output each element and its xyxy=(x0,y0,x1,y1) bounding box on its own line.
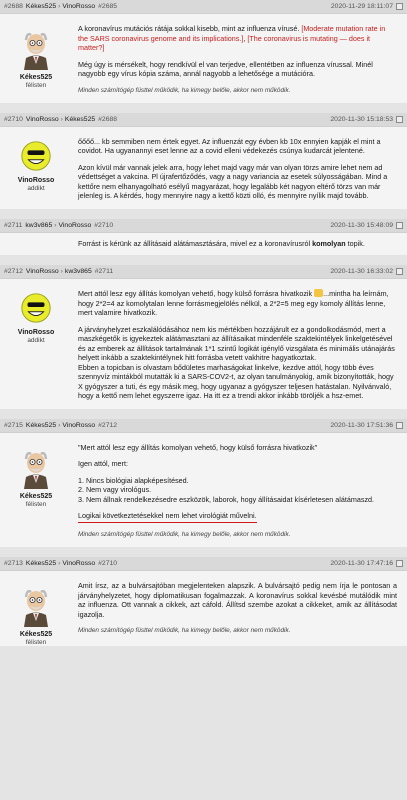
user-rank: addikt xyxy=(27,184,45,192)
reply-to-link[interactable]: Kékes525 xyxy=(64,115,96,123)
user-panel xyxy=(0,233,72,256)
forum-post xyxy=(0,0,407,103)
professor-avatar-icon[interactable] xyxy=(18,583,54,627)
user-panel xyxy=(0,14,72,103)
source-link[interactable]: [The coronavirus is mutating — does it matter?] xyxy=(78,33,371,52)
user-rank: addikt xyxy=(27,337,45,345)
select-checkbox[interactable] xyxy=(396,268,403,275)
user-panel xyxy=(0,279,72,409)
select-checkbox[interactable] xyxy=(396,116,403,123)
post-number-link[interactable]: #2710 xyxy=(4,115,23,123)
reply-arrow-icon: › xyxy=(58,421,61,429)
post-text: Azon kívül már vannak jelek arra, hogy lehet majd vagy már van olyan törzs amire lehet nem ad védettséget a vakcina. Pl újrafertőződés, vagy a nagy variancia az esetek súlyosságában. Mind a kettőre nem elhanyagolható esélyű magyarázat, hogy legalább két nagyon eltérő törzs van már jelenleg is. A kérdés, hogy mennyire nagy a kettő közti olló, és mennyire nyílik majd tovább. xyxy=(78,162,388,201)
post-text: Ebben a topicban is olvastam bődületes marhaságokat linkelve, kezdve attól, hogy több éves szennyvíz mintákból mutatták ki a SARS-COV2-t, az olyan tanulmányokig, amik bizonyították, hogy X gyógyszer a tuti, és egy másik meg, hogy ugyanaz a gyógyszer teljesen hatástalan. Nyilvánvaló, hogy a kettő nem lehet egyszerre igaz. Ha itt ez a trendi akkor inkább töröljék a hsz-emet. xyxy=(78,362,394,401)
post-time: 2020-11-30 15:48:09 xyxy=(330,221,393,229)
select-checkbox[interactable] xyxy=(396,422,403,429)
smiley-avatar-icon[interactable] xyxy=(19,139,53,173)
post-content xyxy=(72,433,407,547)
reply-arrow-icon: › xyxy=(58,560,61,568)
reply-ref-link[interactable]: #2688 xyxy=(98,115,118,123)
smiley-avatar-icon[interactable] xyxy=(19,291,53,325)
facepalm-emoji-icon xyxy=(314,289,323,297)
user-name[interactable]: VinoRosso xyxy=(17,176,55,184)
reply-ref-link[interactable]: #2710 xyxy=(98,560,118,568)
post-text: Amit írsz, az a bulvársajtóban megjelenteken alapszik. A bulvársajtó pedig nem írja le pontosan a járványhelyzetet, hogy diplomatikusan fogalmazzak. A koronavírus sokkal kevésbé mutálódik mint az influenza. Ott vannak a cikkek, azt cáfold. Állítsd szembe azokat a cikkeket, amik az állításodat igazolja. xyxy=(78,581,397,619)
post-header xyxy=(0,419,407,433)
forum-post xyxy=(0,419,407,547)
list-item: 1. Nincs biológiai alapképesítésed. xyxy=(78,475,189,485)
post-content xyxy=(72,571,407,646)
author-link[interactable]: Kékes525 xyxy=(25,3,57,10)
author-link[interactable]: VinoRosso xyxy=(25,115,59,123)
reply-to-link[interactable]: kw3v865 xyxy=(64,268,92,276)
post-content xyxy=(72,14,407,103)
post-time: 2020-11-30 17:51:36 xyxy=(330,421,393,429)
select-checkbox[interactable] xyxy=(396,560,403,567)
post-header xyxy=(0,0,407,14)
post-time: 2020-11-30 16:33:02 xyxy=(330,268,393,276)
list-item: 2. Nem vagy virológus. xyxy=(78,485,152,495)
post-time: 2020-11-30 15:18:53 xyxy=(330,115,393,123)
post-text: őőőő... kb semmiben nem értek egyet. Az influenzát egy évben kb 10x ennyien kapják el mint a covidot. Ha ugyanannyi eset lenne az a covid elleni védekezés csúnya kudarcát jelentené. xyxy=(78,136,381,156)
post-number-link[interactable]: #2712 xyxy=(4,268,23,276)
post-header xyxy=(0,557,407,571)
post-time: 2020-11-29 18:11:07 xyxy=(330,3,393,10)
reply-arrow-icon: › xyxy=(60,115,63,123)
forum-post xyxy=(0,557,407,646)
post-text: Igen attól, mert: xyxy=(78,459,128,469)
user-rank: félisten xyxy=(25,82,47,89)
signature: Minden számítógép füsttel működik, ha kimegy belőle, akkor nem működik. xyxy=(78,627,291,635)
post-text: Mert attól lesz egy állítás komolyan vehető, hogy külső forrásra hivatkozik xyxy=(78,289,315,299)
post-header xyxy=(0,113,407,127)
reply-arrow-icon: › xyxy=(54,221,57,229)
post-text: A koronavírus mutációs rátája sokkal kisebb, mint az influenza vírusé. xyxy=(78,24,300,33)
user-name[interactable]: Kékes525 xyxy=(19,631,53,639)
reply-to-link[interactable]: VinoRosso xyxy=(58,221,92,229)
user-rank: félisten xyxy=(25,639,47,647)
signature: Minden számítógép füsttel működik, ha kimegy belőle, akkor nem működik. xyxy=(78,530,291,538)
reply-ref-link[interactable]: #2712 xyxy=(98,421,118,429)
author-link[interactable]: kw3v865 xyxy=(25,221,53,229)
reply-ref-link[interactable]: #2711 xyxy=(94,268,114,276)
reply-to-link[interactable]: VinoRosso xyxy=(62,421,96,429)
separator: , xyxy=(243,33,246,43)
post-time: 2020-11-30 17:47:16 xyxy=(330,560,393,568)
post-number-link[interactable]: #2711 xyxy=(4,221,23,229)
signature: Minden számítógép füsttel működik, ha kimegy belőle, akkor nem működik. xyxy=(78,86,291,94)
quote-text: "Mert attól lesz egy állítás komolyan vehető, hogy külső forrásra hivatkozik" xyxy=(78,442,318,452)
user-rank: félisten xyxy=(25,500,47,508)
post-header xyxy=(0,265,407,279)
post-content xyxy=(72,279,407,409)
user-name[interactable]: Kékes525 xyxy=(19,492,53,500)
select-checkbox[interactable] xyxy=(396,222,403,229)
professor-avatar-icon[interactable] xyxy=(18,445,54,489)
post-text: ...mintha ha leírnám, hogy 2*2=4 az komolytalan lenne forrásmegjelölés nélkül, a 2*2=5 meg egy komoly állítás lenne, mert valamire hivatkozik. xyxy=(78,289,389,318)
post-text: Forrást is kérünk az állításaid alátámasztására, mivel ez a koronavírusról xyxy=(78,238,313,248)
post-text: Még úgy is mérsékelt, hogy rendkívül el van terjedve, ellentétben az influenza vírussal. Minél nagyobb egy vírus kópia száma, annál nagyobb a lehetősége a mutációra. xyxy=(78,59,373,78)
emphasis-text: komolyan xyxy=(312,238,346,248)
points-list xyxy=(78,476,397,505)
user-name[interactable]: VinoRosso xyxy=(17,329,55,337)
forum-post xyxy=(0,219,407,256)
user-panel xyxy=(0,433,72,547)
reply-to-link[interactable]: VinoRosso xyxy=(62,560,96,568)
source-link[interactable]: [Moderate mutation rate in the SARS coronavirus genome and its implications.] xyxy=(78,24,386,43)
forum-post xyxy=(0,113,407,209)
post-number-link[interactable]: #2715 xyxy=(4,421,23,429)
post-number-link[interactable]: #2688 xyxy=(4,3,23,10)
author-link[interactable]: Kékes525 xyxy=(25,421,57,429)
post-text: topik. xyxy=(345,238,365,248)
list-item: 3. Nem állnak rendelkezésedre eszközök, laborok, hogy állításaidat kísérletesen alátámaszd. xyxy=(78,494,375,504)
post-number-link[interactable]: #2713 xyxy=(4,560,23,568)
reply-arrow-icon: › xyxy=(58,3,61,10)
author-link[interactable]: VinoRosso xyxy=(25,268,59,276)
forum-post xyxy=(0,265,407,409)
reply-arrow-icon: › xyxy=(60,268,63,276)
user-panel xyxy=(0,571,72,646)
underlined-text: Logikai következtetésekkel nem lehet virológiát művelni. xyxy=(78,511,257,523)
user-name[interactable]: Kékes525 xyxy=(19,74,53,81)
reply-ref-link[interactable]: #2710 xyxy=(94,221,114,229)
author-link[interactable]: Kékes525 xyxy=(25,560,57,568)
reply-to-link[interactable]: VinoRosso xyxy=(62,3,96,10)
user-panel xyxy=(0,127,72,209)
post-content xyxy=(72,127,407,209)
post-text: A járványhelyzet eszkalálódásához nem kis mértékben hozzájárult ez a gondolkodásmód, mert a maszkégetők is igyekeztek alátámasztani az állításaikat mindenféle szaktekintélyek linkelgetésével és az emberek az állítások tartalmának 1*1 szintű logikát igénylő vizsgálata és minimális utánajárás helyett inkább a szaktekintélynek hitt forrásba vetett vakhitre hagyatkoztak. xyxy=(78,324,395,363)
reply-ref-link[interactable]: #2685 xyxy=(98,3,118,10)
post-header xyxy=(0,219,407,233)
post-content xyxy=(72,233,407,256)
select-checkbox[interactable] xyxy=(396,3,403,10)
professor-avatar-icon[interactable] xyxy=(18,26,54,70)
